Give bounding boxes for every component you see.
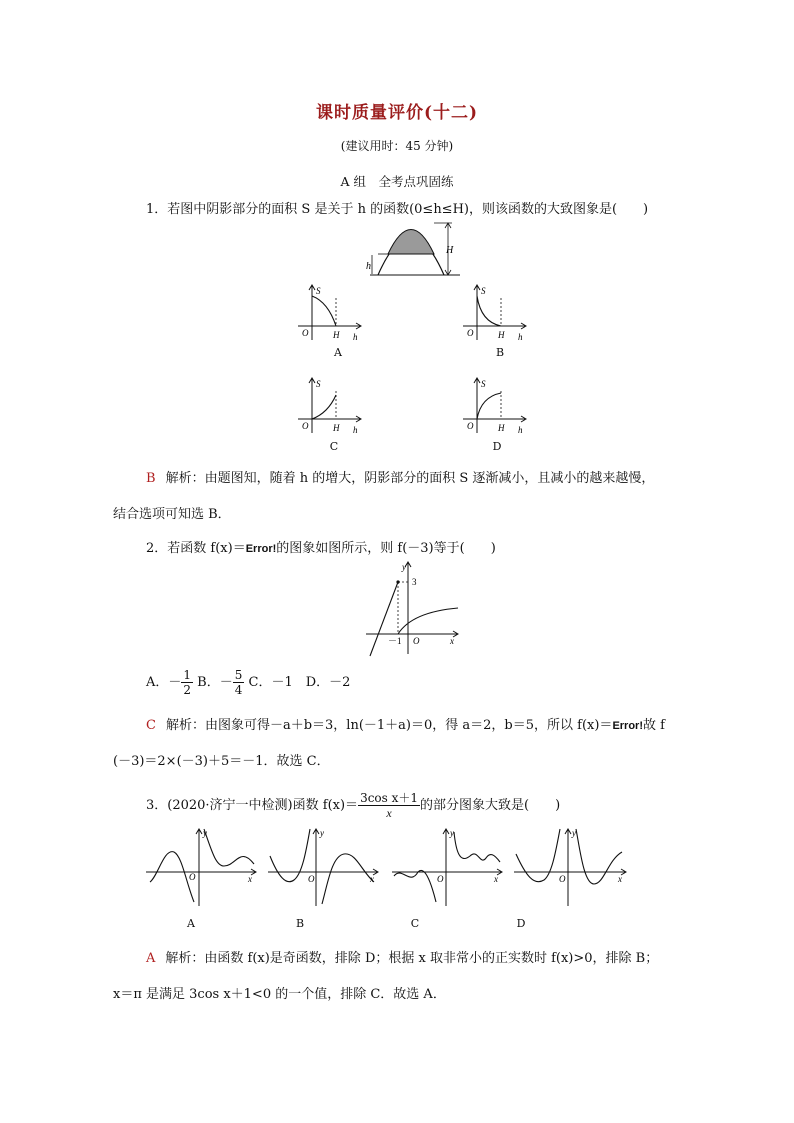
q1-option-b-label: B xyxy=(495,346,505,359)
q2-label-x: x xyxy=(450,636,454,646)
q1-fig-h: h xyxy=(366,261,371,272)
q3a-y: y xyxy=(203,828,207,838)
q1d-S: S xyxy=(481,379,486,389)
q2-answer-line1 xyxy=(146,714,665,733)
q1-graph-d xyxy=(461,375,531,437)
q2-answer-error: Error! xyxy=(612,720,643,732)
q2-options xyxy=(146,668,350,697)
q1-answer-line1 xyxy=(146,467,654,486)
q3-answer-text: 解析：由函数 f(x)是奇函数，排除 D；根据 x 取非常小的正实数时 f(x)>0，排除 B； xyxy=(165,951,659,966)
q1c-H: H xyxy=(333,423,340,433)
q1c-O: O xyxy=(302,421,309,431)
q1b-h: h xyxy=(518,332,523,342)
q3-option-d-label: D xyxy=(516,917,526,930)
page-title: 课时质量评价(十二) xyxy=(315,103,479,123)
q1-parabola-figure xyxy=(360,220,470,282)
q3a-O: O xyxy=(189,872,196,882)
q3-answer-line2: x＝π 是满足 3cos x＋1<0 的一个值，排除 C．故选 A． xyxy=(113,987,446,1002)
q3c-x: x xyxy=(494,874,498,884)
q2-label-O: O xyxy=(413,636,420,646)
q2-option-b-fraction xyxy=(233,668,245,697)
q3-graph-c xyxy=(390,826,508,908)
q2-answer-line2: (－3)＝2×(－3)＋5＝－1．故选 C． xyxy=(113,754,330,769)
q2-answer-letter: C xyxy=(146,718,156,733)
q3-stem-a: 3．(2020·济宁一中检测)函数 f(x)＝ xyxy=(146,798,359,813)
q2-b-num: 5 xyxy=(234,668,243,682)
q3b-y: y xyxy=(320,828,324,838)
q2-option-b-prefix: B．－ xyxy=(197,675,233,690)
q3-frac-den: x xyxy=(386,806,392,820)
q1a-h: h xyxy=(353,332,358,342)
q2-answer-b: 故 f xyxy=(643,718,665,733)
q1-answer-letter: B xyxy=(146,471,156,486)
q3d-O: O xyxy=(559,874,566,884)
q3-fraction xyxy=(358,791,420,820)
q2-options-rest: C．－1 D．－2 xyxy=(248,675,351,690)
q2-b-den: 4 xyxy=(234,683,243,697)
q1d-H: H xyxy=(498,423,505,433)
q2-stem-a: 2．若函数 f(x)＝ xyxy=(146,541,246,556)
q1-option-a-label: A xyxy=(334,346,342,359)
q1-graph-a xyxy=(296,282,366,344)
q1c-h: h xyxy=(353,425,358,435)
q1-option-d-label: D xyxy=(492,440,502,453)
q1-graph-b xyxy=(461,282,531,344)
q3-stem-b: 的部分图象大致是( ) xyxy=(420,798,561,813)
time-note: (建议用时：45 分钟) xyxy=(340,139,454,153)
q2-stem-b: 的图象如图所示，则 f(－3)等于( ) xyxy=(276,541,496,556)
q3a-x: x xyxy=(248,874,252,884)
q1d-h: h xyxy=(518,425,523,435)
q3-option-c-label: C xyxy=(410,917,420,930)
q3-frac-num: 3cos x＋1 xyxy=(360,791,419,805)
q2-option-a-fraction xyxy=(181,668,193,697)
q2-graph xyxy=(364,560,464,658)
q2-label-neg1: －1 xyxy=(388,636,402,646)
q1a-O: O xyxy=(302,328,309,338)
q3-answer-line1 xyxy=(146,947,658,966)
q2-y-label: y xyxy=(402,562,406,572)
q3-answer-letter: A xyxy=(146,951,156,966)
q3c-y: y xyxy=(450,828,454,838)
q1-answer-line2: 结合选项可知选 B． xyxy=(113,507,231,522)
q3-graph-a xyxy=(144,826,262,908)
q1-fig-H: H xyxy=(446,245,454,256)
group-heading: A 组 全考点巩固练 xyxy=(340,174,454,189)
q2-a-den: 2 xyxy=(183,683,192,697)
q1b-S: S xyxy=(481,286,486,296)
q2-stem xyxy=(146,537,496,556)
q3-stem xyxy=(146,791,560,820)
q1-option-c-label: C xyxy=(329,440,339,453)
q1a-S: S xyxy=(316,286,321,296)
q3d-x: x xyxy=(618,874,622,884)
q3-graph-b xyxy=(266,826,384,908)
q1c-S: S xyxy=(316,379,321,389)
q3d-y: y xyxy=(572,828,576,838)
q1-graph-c xyxy=(296,375,366,437)
q1a-H: H xyxy=(333,330,340,340)
q3b-x: x xyxy=(370,874,374,884)
q3-graph-d xyxy=(512,826,632,908)
q2-label-3: 3 xyxy=(412,577,417,587)
q3c-O: O xyxy=(437,874,444,884)
q2-option-a-prefix: A．－ xyxy=(146,675,182,690)
q2-a-num: 1 xyxy=(183,668,192,682)
q2-answer-a: 解析：由图象可得－a＋b＝3，ln(－1＋a)＝0，得 a＝2，b＝5，所以 f(x)＝ xyxy=(165,718,613,733)
q1-stem: 1．若图中阴影部分的面积 S 是关于 h 的函数(0≤h≤H)，则该函数的大致图象是( ) xyxy=(146,202,649,217)
q3-option-a-label: A xyxy=(187,917,195,930)
q1b-H: H xyxy=(498,330,505,340)
q1d-O: O xyxy=(467,421,474,431)
q3b-O: O xyxy=(308,874,315,884)
q2-stem-error: Error! xyxy=(245,543,277,555)
q3-option-b-label: B xyxy=(295,917,305,930)
q1-answer-text: 解析：由题图知，随着 h 的增大，阴影部分的面积 S 逐渐减小，且减小的越来越慢， xyxy=(165,471,655,486)
q1b-O: O xyxy=(467,328,474,338)
